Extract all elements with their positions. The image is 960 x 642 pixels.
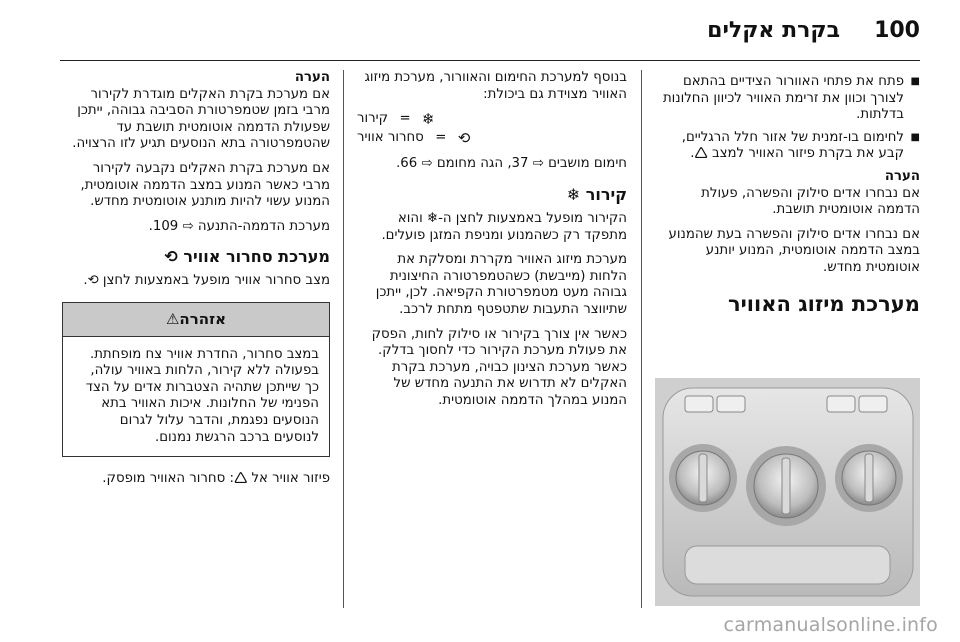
snowflake-icon: ❄ xyxy=(422,110,435,129)
page-number: 100 xyxy=(874,18,920,43)
cross-reference: חימום מושבים ⇨ 37, הגה מחומם ⇨ 66. xyxy=(396,156,627,172)
note-paragraph: אם נבחרו אדים סילוק והפשרה בעת שהמנוע במצב הדממה אוטומטית, המנוע יותנע אוטומטית מחדש. xyxy=(668,226,920,275)
column-divider xyxy=(641,70,642,608)
bullet-text: פתח את פתחי האוורור הצידיים בהתאם לצורך וכוון את זרימת האוויר לכיוון החלונות בדלתות. xyxy=(662,74,904,123)
note-paragraph: אם מערכת בקרת האקלים מוגדרת לקירור מרבי בזמן שטמפרטורת הסביבה גבוהה, ייתכן שפעולת הדממה אוטומטית תושבת עד שהטמפרטורה בתא הנוסעים תגיע לזו הרצויה. xyxy=(72,86,330,152)
cross-reference: מערכת הדממה-התנעה ⇨ 109. xyxy=(148,218,330,234)
section-heading: מערכת מיזוג האוויר xyxy=(727,291,920,316)
recirculation-icon: ⟲ xyxy=(457,128,471,147)
bullet-item xyxy=(655,130,920,163)
note-paragraph: אם מערכת בקרת האקלים נקבעה לקירור מרבי כאשר המנוע במצב הדממה אוטומטית, המנוע עשוי להיות מותנע אוטומטית מחדש. xyxy=(80,160,330,210)
equals-sign: = xyxy=(399,111,411,127)
symbol-row-recirculation xyxy=(357,130,587,147)
recirculation-paragraph: מצב סחרור אוויר מופעל באמצעות לחצן ⟲. xyxy=(83,273,330,289)
cooling-paragraph: מערכת מיזוג האוויר מקררת ומסלקת את הלחות (מייבשת) כשהטמפרטורה החיצונית גבוהה מעט מטמפרטורת הקפיאה. לכן, ייתכן שתיווצר התעבות שתטפטף מתחת לרכב. xyxy=(375,252,627,317)
warning-box xyxy=(62,302,330,457)
column-divider xyxy=(343,70,344,608)
bullet-text: לחימום בו-זמנית של אזור חלל הרגליים, קבע את בקרת פיזור האוויר למצב 🛆. xyxy=(681,129,904,162)
left-column xyxy=(62,70,330,496)
watermark: carmanualsonline.info xyxy=(723,614,938,636)
intro-paragraph: בנוסף למערכת החימום והאוורור, מערכת מיזוג האוויר מצוידת גם ביכולת: xyxy=(364,70,627,102)
header-rule xyxy=(60,60,920,61)
bullet-square-icon: ■ xyxy=(910,131,920,143)
cooling-heading: קירור ❄ xyxy=(566,184,627,204)
symbol-label: קירור xyxy=(357,111,389,127)
warning-title: אזהרה⚠ xyxy=(63,303,329,337)
running-title: בקרת אקלים xyxy=(707,18,840,43)
climate-control-panel-image xyxy=(655,378,920,606)
bullet-item xyxy=(655,74,920,124)
symbol-row-cooling xyxy=(357,111,587,128)
footer-paragraph: פיזור אוויר אל 🛆: סחרור האוויר מופסק. xyxy=(102,471,330,487)
note-title: הערה xyxy=(884,168,920,184)
bullet-square-icon: ■ xyxy=(910,76,920,87)
page-header xyxy=(0,0,960,62)
cooling-paragraph: כאשר אין צורך בקירור או סילוק לחות, הפסק את פעולת מערכת הקירור כדי לחסוך בדלק. כאשר מערכת הצינון כבויה, מערכת בקרת האקלים לא תדרוש את התנעה מחדש של המנוע במהלך הדממה אוטומטית. xyxy=(371,326,627,408)
control-panel-illustration xyxy=(655,378,920,606)
right-column xyxy=(655,74,920,331)
recirculation-heading: מערכת סחרור אוויר ⟲ xyxy=(164,247,330,267)
note-title: הערה xyxy=(294,70,330,85)
middle-column xyxy=(357,70,627,418)
equals-sign: = xyxy=(435,129,447,145)
warning-text: במצב סחרור, החדרת אוויר צח מופחתת. בפעולה ללא קירור, הלחות באוויר עולה, כך שייתכן שתהיה הצטברות אדים על הצד הפנימי של החלונות. איכות האוויר בתא הנוסעים נפגמת, והדבר עלול לגרום לנוסעים ברכב הרגשת נמנום. xyxy=(85,346,319,445)
symbol-label: סחרור אוויר xyxy=(357,129,424,145)
cooling-paragraph: הקירור מופעל באמצעות לחצן ה-❄ והוא מתפקד רק כשהמנוע ומניפת המזגן פועלים. xyxy=(381,210,627,243)
note-paragraph: אם נבחרו אדים סילוק והפשרה, פעולת הדממה אוטומטית תושבת. xyxy=(701,185,920,218)
